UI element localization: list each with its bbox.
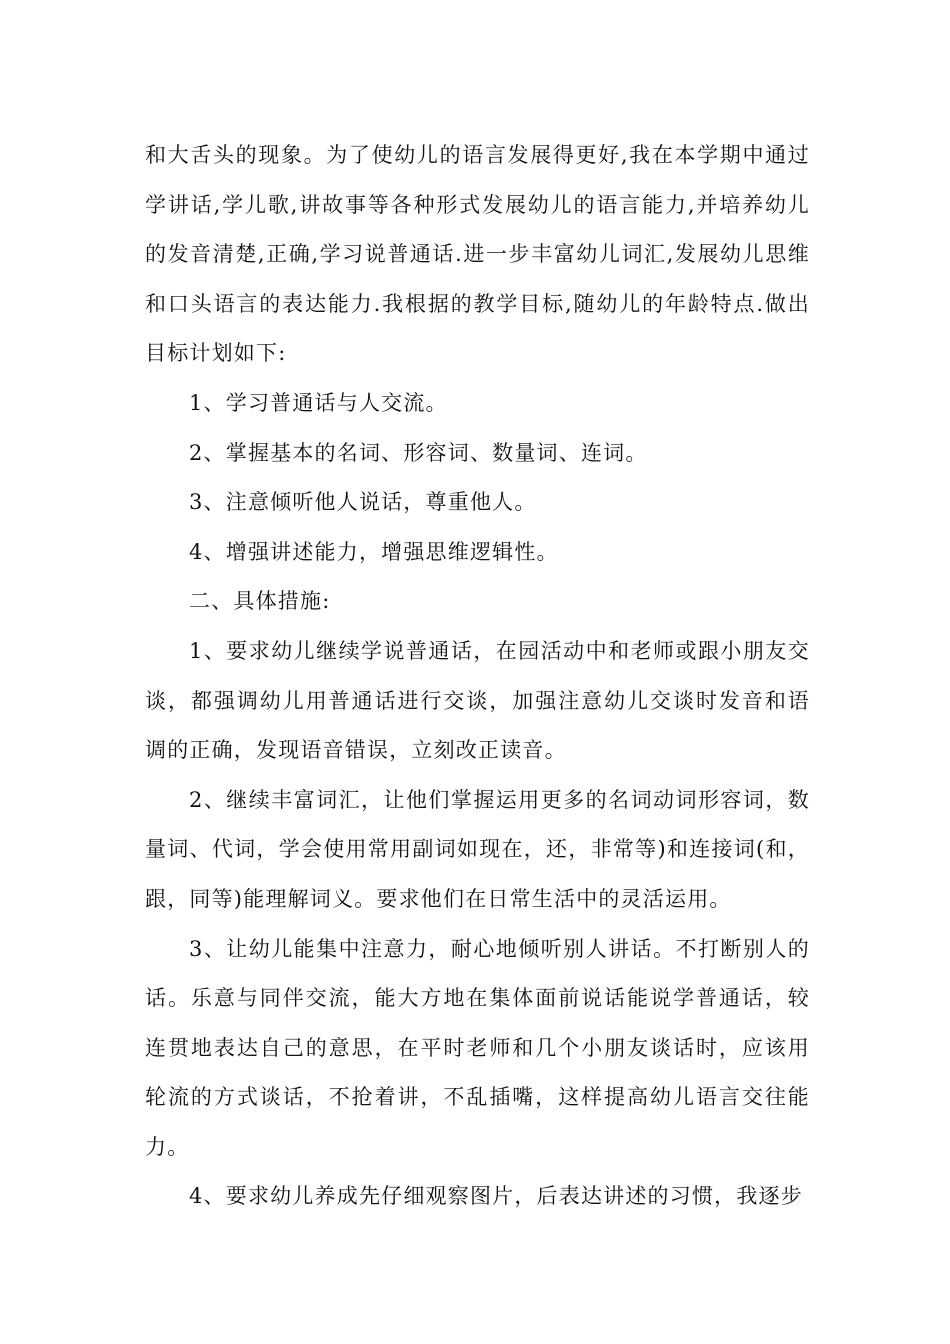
measure-item-2: 2、继续丰富词汇，让他们掌握运用更多的名词动词形容词，数量词、代词，学会使用常用副词如现在，还，非常等)和连接词(和，跟，同等)能理解词义。要求他们在日常生活中的灵活运用。 xyxy=(145,787,810,911)
paragraph-intro: 和大舌头的现象。为了使幼儿的语言发展得更好,我在本学期中通过学讲话,学儿歌,讲故事等各种形式发展幼儿的语言能力,并培养幼儿的发音清楚,正确,学习说普通话.进一步丰富幼儿词汇,发展幼儿思维和口头语言的表达能力.我根据的教学目标,随幼儿的年龄特点.做出目标计划如下: xyxy=(145,143,810,366)
goal-item-3: 3、注意倾听他人说话，尊重他人。 xyxy=(189,490,537,515)
section-heading-measures: 二、具体措施: xyxy=(189,589,331,614)
goal-item-1: 1、学习普通话与人交流。 xyxy=(189,390,448,415)
measure-item-3: 3、让幼儿能集中注意力，耐心地倾听别人讲话。不打断别人的话。乐意与同伴交流，能大方地在集体面前说话能说学普通话，较连贯地表达自己的意思，在平时老师和几个小朋友谈话时，应该用轮流的方式谈话，不抢着讲，不乱插嘴，这样提高幼儿语言交往能力。 xyxy=(145,936,810,1159)
measure-item-4: 4、要求幼儿养成先仔细观察图片，后表达讲述的习惯，我逐步 xyxy=(189,1184,803,1209)
goal-item-2: 2、掌握基本的名词、形容词、数量词、连词。 xyxy=(189,440,648,465)
goal-item-4: 4、增强讲述能力，增强思维逻辑性。 xyxy=(189,539,559,564)
measure-item-1: 1、要求幼儿继续学说普通话，在园活动中和老师或跟小朋友交谈，都强调幼儿用普通话进行交谈，加强注意幼儿交谈时发音和语调的正确，发现语音错误，立刻改正读音。 xyxy=(145,638,810,763)
document-body xyxy=(145,131,810,1222)
